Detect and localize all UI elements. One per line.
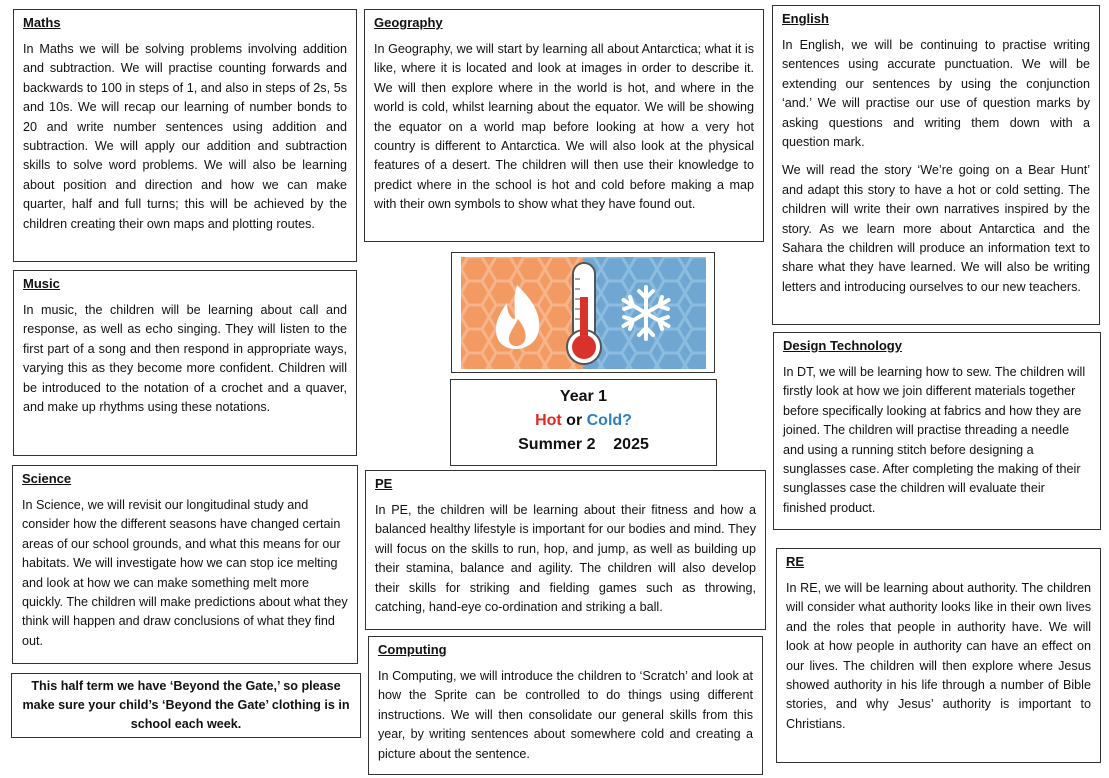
design-technology-panel [773, 332, 1101, 530]
english-panel [772, 5, 1100, 325]
maths-panel [13, 9, 357, 262]
computing-heading: Computing [378, 642, 447, 657]
maths-heading: Maths [23, 15, 61, 30]
term-label: Summer 2 2025 [518, 436, 649, 453]
geography-text: In Geography, we will start by learning all about Antarctica; what it is like, where it is located and look at images in order to describe it. We will then explore where in the world is hot, and where in the world is cold, whilst learning about the equator. We will be showing the equator on a world map before looking at how a very hot country is different to Antarctica. We will also look at the physical features of a desert. The children will then use their knowledge to predict where in the school is hot and cold before making a map with their own symbols to show what they have found out. [374, 42, 754, 212]
year-label: Year 1 [559, 388, 608, 405]
hot-or-cold-image [451, 252, 715, 373]
geography-panel [364, 9, 764, 242]
music-heading: Music [23, 276, 60, 291]
geography-heading: Geography [374, 15, 443, 30]
cold-word: Cold? [586, 412, 632, 429]
computing-panel [368, 636, 763, 775]
science-panel [12, 465, 358, 664]
pe-text: In PE, the children will be learning about their fitness and how a balanced healthy lifestyle is important for our bodies and mind. They will focus on the skills to run, hop, and jump, as well as building up their stamina, balance and agility. The children will also develop their skills for striking and fielding games such as throwing, catching, hand-eye co-ordination and striking a ball. [375, 503, 756, 615]
thermometer-icon [567, 263, 601, 364]
science-heading: Science [22, 471, 72, 486]
re-panel [776, 548, 1101, 763]
computing-text: In Computing, we will introduce the children to ‘Scratch’ and look at how the Sprite can be controlled to do things using different instructions. We will then consolidate our general skills from this year, by writing sentences about somewhere cold and creating a picture about the sentence. [378, 669, 753, 761]
maths-text: In Maths we will be solving problems involving addition and subtraction. We will practise counting forwards and backwards to 100 in steps of 1, and also in steps of 2s, 5s and 10s. We will recap our learning of number bonds to 20 and write number sentences using addition and subtraction. We will apply our addition and subtraction skills to solve word problems. We will also be learning about position and direction and how we can make quarter, half and full turns; this will be achieved by the children creating their own maps and plotting routes. [23, 42, 347, 231]
music-text: In music, the children will be learning about call and response, as well as echo singing. They will listen to the first part of a song and then respond in appropriate ways, varying this as they become more confident. Children will be introduced to the notation of a crochet and a quaver, and make up rhythms using these notations. [23, 303, 347, 415]
hot-word: Hot [535, 412, 562, 429]
notice-text: This half term we have ‘Beyond the Gate,’ so please make sure your child’s ‘Beyond the Gate’ clothing is in school each week. [22, 679, 350, 731]
english-heading: English [782, 11, 829, 26]
or-word: or [561, 412, 587, 429]
pe-heading: PE [375, 476, 393, 491]
hot-cold-illustration [461, 257, 706, 369]
topic-title [451, 409, 716, 433]
re-heading: RE [786, 554, 805, 569]
beyond-the-gate-notice [11, 673, 361, 738]
english-text-2: We will read the story ‘We’re going on a Bear Hunt’ and adapt this story to have a hot or cold setting. The children will write their own narratives inspired by the story. As we learn more about Antarctica and the Sahara the children will produce an information text to share what they have learned. We will also be writing letters and introducing ourselves to our new teachers. [782, 163, 1090, 294]
dt-text: In DT, we will be learning how to sew. The children will firstly look at how we join different materials together before specifically looking at fabrics and how they are joined. The children will practise threading a needle and using a running stitch before designing a sunglasses case. After completing the making of their sunglasses case the children will evaluate their finished product. [783, 365, 1086, 515]
science-text: In Science, we will revisit our longitudinal study and consider how the different seasons have changed certain areas of our school grounds, and what this means for our habitats. We will investigate how we can stop ice melting and look at how we can make something melt more quickly. The children will make predictions about what they think will happen and draw conclusions of what they find out. [22, 498, 348, 648]
music-panel [13, 270, 357, 456]
english-text-1: In English, we will be continuing to practise writing sentences using accurate punctuation. We will be extending our sentences by using the conjunction ‘and.’ We will practise our use of question marks by asking questions and writing them down with a question mark. [782, 38, 1090, 150]
dt-heading: Design Technology [783, 338, 902, 353]
pe-panel [365, 470, 766, 630]
re-text: In RE, we will be learning about authority. The children will consider what authority looks like in their own lives and the roles that people in authority have. We will look at how people in authority can have an effect on our lives. The children will then explore where Jesus showed authority in his life through a number of Bible stories, and why Jesus’ authority is important to Christians. [786, 581, 1091, 731]
title-box [450, 379, 717, 466]
